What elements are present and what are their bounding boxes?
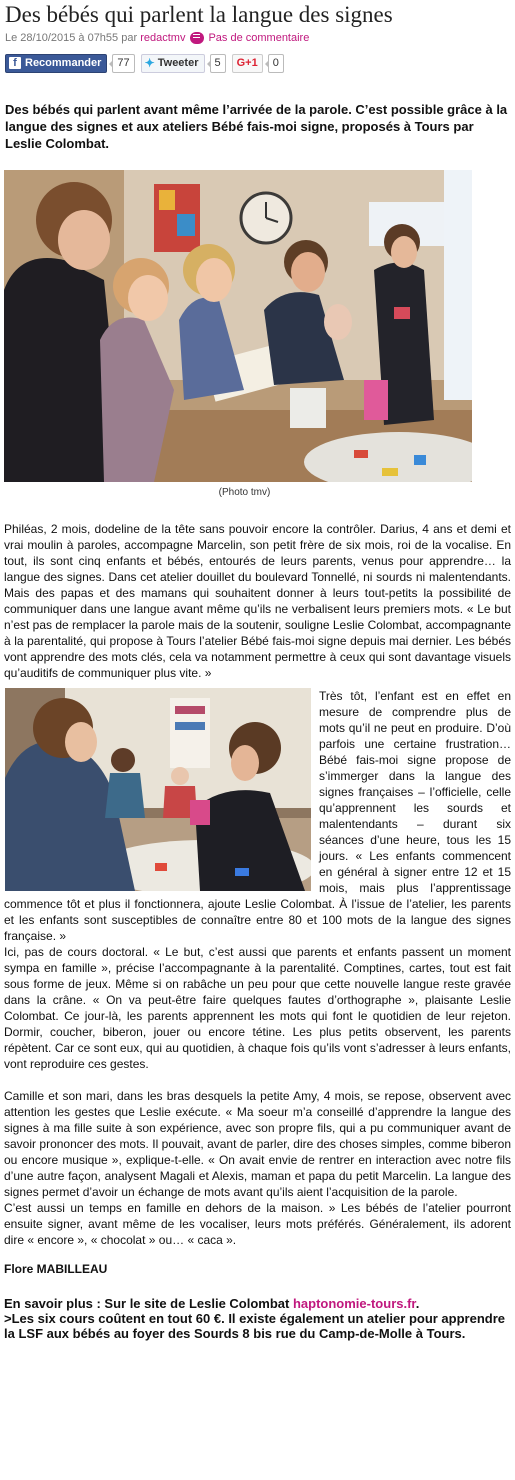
facebook-label: Recommander (25, 57, 102, 69)
twitter-count: 5 (210, 54, 226, 73)
facebook-recommend-button[interactable] (5, 54, 107, 73)
author-signature: Flore MABILLEAU (4, 1262, 108, 1276)
learn-more (4, 1296, 511, 1341)
article-meta (5, 30, 511, 46)
by-prefix: par (121, 32, 138, 44)
article-lead: Des bébés qui parlent avant même l’arrivée de la parole. C’est possible grâce à la langue des signes et aux ateliers Bébé fais-moi signe, proposés à Tours par Leslie Colombat. (5, 102, 508, 151)
article (0, 2, 515, 1341)
article-date: Le 28/10/2015 à 07h55 (5, 32, 119, 44)
author-link[interactable]: redactmv (140, 32, 186, 44)
comment-bubble-icon (190, 32, 204, 44)
workshop-photo-image (4, 170, 472, 482)
twitter-bird-icon: ✦ (144, 56, 155, 70)
gplus-count: 0 (268, 54, 284, 73)
main-photo (4, 170, 472, 482)
article-title: Des bébés qui parlent la langue des signes (5, 2, 393, 27)
learn-more-suffix: . (415, 1296, 420, 1311)
tweet-button[interactable] (141, 54, 205, 73)
section-2 (4, 688, 511, 1072)
paragraph-3: Ici, pas de cours doctoral. « Le but, c’est aussi que parents et enfants passent un moment sympa en famille », précise l’accompagnante à la parentalité. Comptines, cartes, tout est fait sous forme de jeux. Même si on rabâche un peu pour que cette nouvelle langue reste gravée dans la crâne. « On va peut-être faire quelques fautes d’orthographe », plaisante Leslie Colombat. Ce jour-là, les parents apprennent les mots qui font le quotidien de leur rejeton. Dormir, coucher, biberon, jouer ou encore tétine. Les plus petits observent, les parents répètent. Car ce sont eux, qui au quotidien, à chaque fois qu’ils vont s’adresser à leurs enfants, vont reproduire ces gestes. (4, 945, 511, 1071)
website-link[interactable]: haptonomie-tours.fr (292, 1296, 416, 1311)
facebook-count: 77 (112, 54, 134, 73)
share-bar (5, 52, 511, 74)
comments-link[interactable]: Pas de commentaire (208, 32, 310, 44)
pricing-info: >Les six cours coûtent en tout 60 €. Il existe également un atelier pour apprendre la LSF aux bébés au foyer des Sourds 8 bis rue du Camp-de-Molle à Tours. (4, 1311, 506, 1341)
tweet-label: Tweeter (157, 57, 199, 69)
paragraph-2: Très tôt, l’enfant est en effet en mesure de comprendre plus de mots qu’il ne peut en produire. D’où parfois une certaine frustration… Bébé fais-moi signe propose de s’immerger dans la langue des signes françaises – l’officielle, celle qu’apprennent les sourds et malentendants – durant six séances d’une heure, tous les 15 jours. « Les enfants commencent en général à signer entre 12 et 15 mois, mais plus l’apprentissage commence tôt et plus il fonctionnera, ajoute Leslie Colombat. À l’issue de l’atelier, les parents et les enfants sont susceptibles de connaître entre 80 et 100 mots de la langue des signes française. » (4, 689, 511, 943)
learn-more-prefix: En savoir plus : Sur le site de Leslie Colombat (4, 1296, 290, 1311)
workshop-photo-2-image (5, 688, 311, 891)
photo-caption: (Photo tmv) (218, 487, 271, 498)
paragraph-5: C’est aussi un temps en famille en dehors de la maison. » Les bébés de l’atelier pourront ensuite signer, avant même de les vocaliser, leurs mots préférés. Généralement, ils adorent dire « encore », « chocolat » ou… « caca ». (4, 1201, 511, 1247)
paragraph-4: Camille et son mari, dans les bras desquels la petite Amy, 4 mois, se repose, observent avec attention les gestes que Leslie exécute. « Ma soeur m’a conseillé d’apprendre la langue des signes à ma fille suite à son expérience, avec son propre fils, qui a pu communiquer avant de savoir prononcer des mots. Il pouvait, avant de parler, dire des choses simples, comme biberon ou encore musique », explique-t-elle. « On avait envie de rentrer en interaction avec notre fils d’une autre façon, analysent Magali et Alexis, maman et papa du petit Marcelin. La langue des signes permet d’avoir un échange de mots avant qu’ils aient l’acquisition de la parole. (4, 1089, 511, 1199)
facebook-icon: f (9, 57, 21, 69)
gplus-button[interactable]: G+1 (232, 54, 263, 73)
secondary-photo (5, 688, 311, 891)
paragraph-1: Philéas, 2 mois, dodeline de la tête sans pouvoir encore la contrôler. Darius, 4 ans et demi et vrai moulin à paroles, accompagne Marcelin, son petit frère de six mois, roi de la vocalise. En tout, ils sont cinq enfants et bébés, entourés de leurs parents, venus pour apprendre… la langue des signes. Dans cet atelier douillet du boulevard Tonnellé, ni sourds ni malentendants. Mais des papas et des mamans qui souhaitent donner à leurs tout-petits la possibilité de communiquer dans une langue avant même qu’ils ne verbalisent leurs premiers mots. « Le but n’est pas de remplacer la parole mais de la soutenir, souligne Leslie Colombat, accompagnante à la parentalité, qui propose à Tours l’atelier Bébé fais-moi signe depuis mai dernier. Les bébés vont apprendre des mots clés, cela va notamment permettre à ceux qui sont davantage visuels qu’auditifs de communiquer plus vite. » (4, 522, 511, 680)
